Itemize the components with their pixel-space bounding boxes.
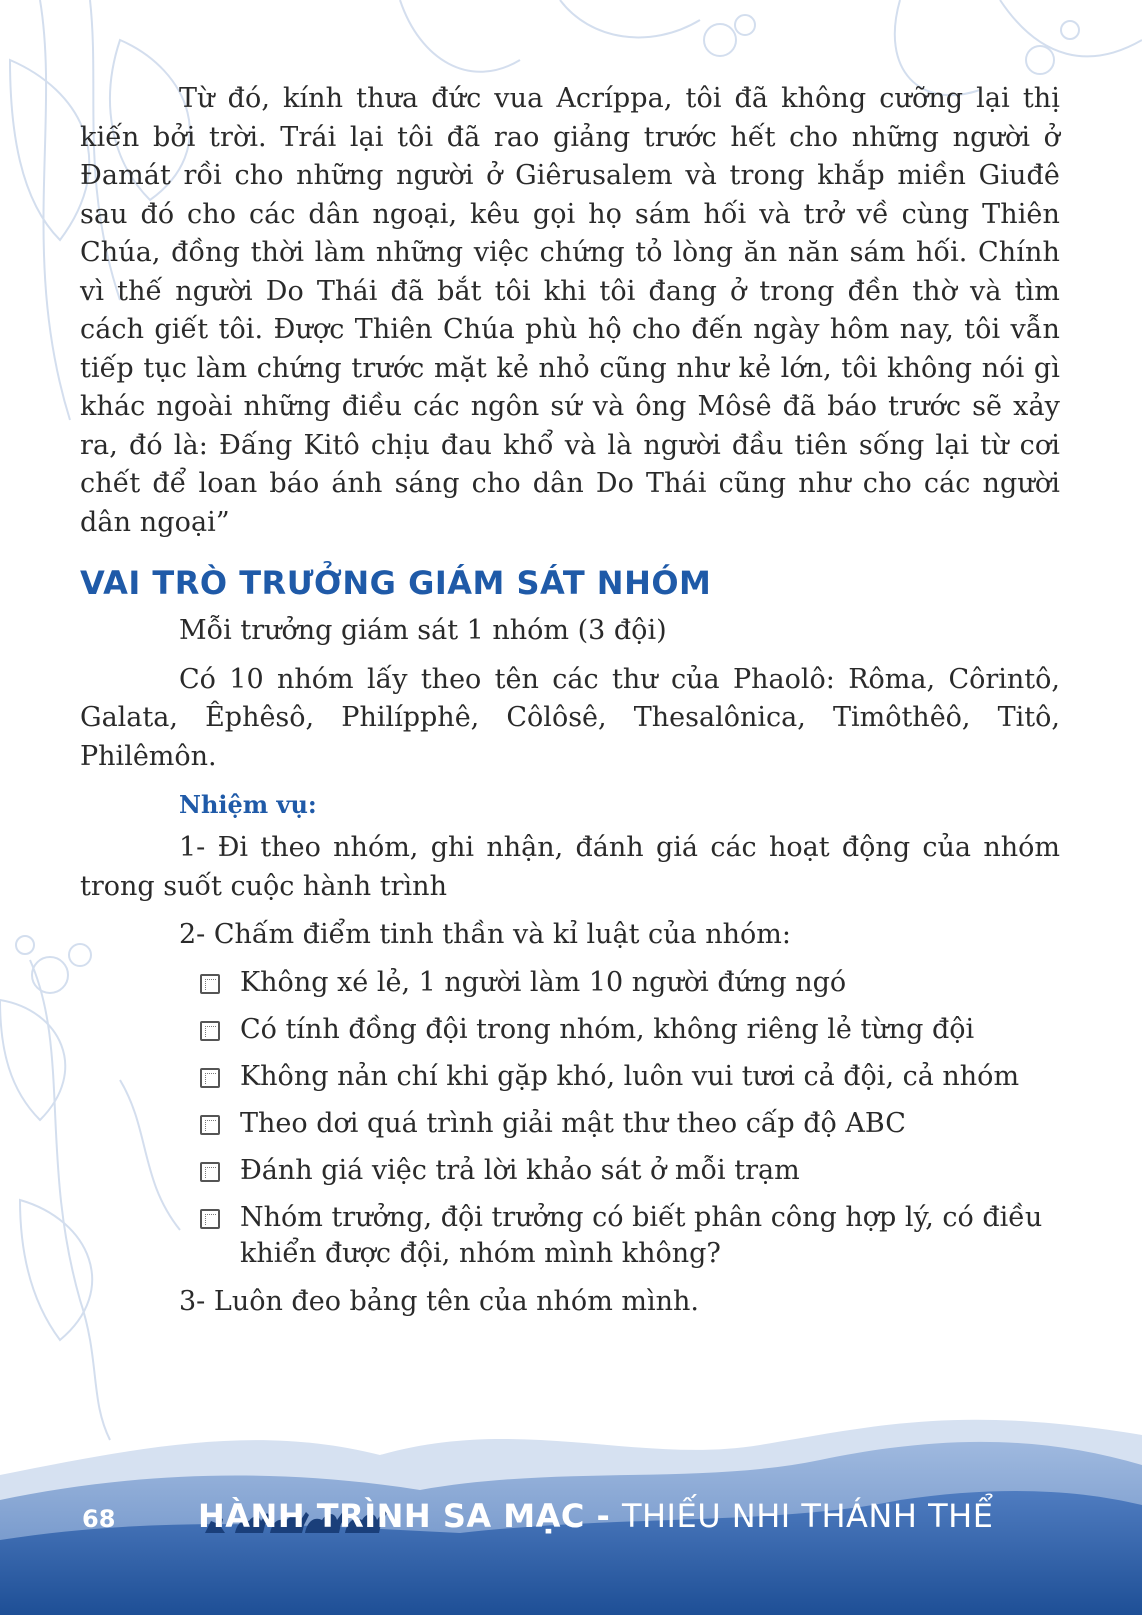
- criteria-checklist: [80, 965, 1060, 1272]
- quote-paragraph: Từ đó, kính thưa đức vua Acríppa, tôi đã không cưỡng lại thị kiến bởi trời. Trái lại tôi đã rao giảng trước hết cho những người ở Đamát rồi cho những người ở Giêrusalem và trong khắp miền Giuđê sau đó cho các dân ngoại, kêu gọi họ sám hối và trở về cùng Thiên Chúa, đồng thời làm những việc chứng tỏ lòng ăn năn sám hối. Chính vì thế người Do Thái đã bắt tôi khi tôi đang ở trong đền thờ và tìm cách giết tôi. Được Thiên Chúa phù hộ cho đến ngày hôm nay, tôi vẫn tiếp tục làm chứng trước mặt kẻ nhỏ cũng như kẻ lớn, tôi không nói gì khác ngoài những điều các ngôn sứ và ông Môsê đã báo trước sẽ xảy ra, đó là: Đấng Kitô chịu đau khổ và là người đầu tiên sống lại từ cơi chết để loan báo ánh sáng cho dân Do Thái cũng như cho các người dân ngoại”: [80, 83, 1060, 538]
- checklist-item: [200, 1200, 1060, 1272]
- checkbox-icon: [200, 1021, 220, 1041]
- checklist-item-text: Không nản chí khi gặp khó, luôn vui tươi cả đội, cả nhóm: [240, 1060, 1020, 1092]
- footer-title-regular: THIẾU NHI THÁNH THỂ: [621, 1497, 994, 1535]
- footer-title-bold: HÀNH TRÌNH SA MẠC -: [198, 1497, 622, 1535]
- checkbox-icon: [200, 1209, 220, 1229]
- task-item-3: 3- Luôn đeo bảng tên của nhóm mình.: [179, 1285, 699, 1317]
- task-item-2: 2- Chấm điểm tinh thần và kỉ luật của nhóm:: [179, 919, 791, 950]
- task-label: Nhiệm vụ:: [179, 790, 317, 819]
- checklist-item-text: Có tính đồng đội trong nhóm, không riêng lẻ từng đội: [240, 1013, 975, 1045]
- page-body: [80, 80, 1060, 1331]
- checklist-item: [200, 965, 1060, 1001]
- checkbox-icon: [200, 974, 220, 994]
- checklist-item: [200, 1153, 1060, 1189]
- checkbox-icon: [200, 1068, 220, 1088]
- checklist-item-text: Không xé lẻ, 1 người làm 10 người đứng ngó: [240, 966, 847, 998]
- checklist-item: [200, 1059, 1060, 1095]
- checklist-item-text: Theo dơi quá trình giải mật thư theo cấp độ ABC: [240, 1107, 906, 1139]
- page-number: 68: [82, 1505, 116, 1533]
- checklist-item-text: Nhóm trưởng, đội trưởng có biết phân công hợp lý, có điều khiển được đội, nhóm mình không?: [240, 1201, 1043, 1269]
- checkbox-icon: [200, 1115, 220, 1135]
- book-title-footer: [198, 1497, 993, 1535]
- checkbox-icon: [200, 1162, 220, 1182]
- supervisor-assignment-line: Mỗi trưởng giám sát 1 nhóm (3 đội): [179, 615, 667, 646]
- group-names-paragraph: Có 10 nhóm lấy theo tên các thư của Phaolô: Rôma, Côrintô, Galata, Êphêsô, Philípphê, Côlôsê, Thesalônica, Timôthêô, Titô, Philêmôn.: [80, 663, 1060, 772]
- checklist-item: [200, 1106, 1060, 1142]
- section-heading: VAI TRÒ TRƯỞNG GIÁM SÁT NHÓM: [80, 564, 712, 602]
- checklist-item-text: Đánh giá việc trả lời khảo sát ở mỗi trạm: [240, 1154, 800, 1186]
- task-item-1: 1- Đi theo nhóm, ghi nhận, đánh giá các hoạt động của nhóm trong suốt cuộc hành trình: [80, 832, 1060, 902]
- checklist-item: [200, 1012, 1060, 1048]
